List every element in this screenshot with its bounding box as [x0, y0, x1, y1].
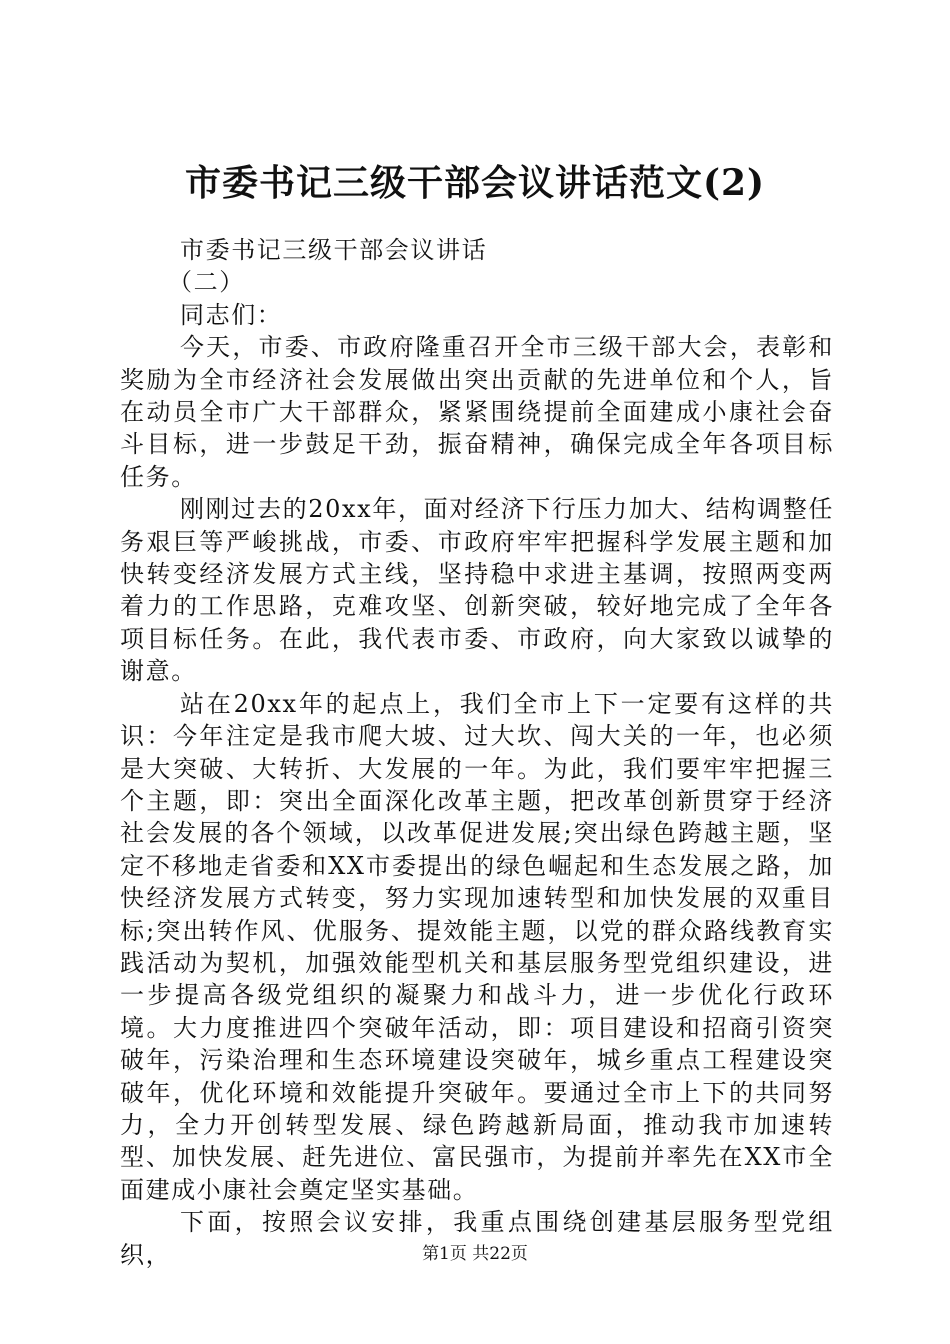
paragraph-4: 下面，按照会议安排，我重点围绕创建基层服务型党组织， — [120, 1208, 834, 1269]
speech-salutation: 同志们： — [180, 300, 283, 329]
speech-subtitle: 市委书记三级干部会议讲话 — [180, 236, 488, 264]
document-title: 市委书记三级干部会议讲话范文(2) — [184, 162, 766, 204]
page-number-footer: 第1页 共22页 — [422, 1244, 528, 1264]
paragraph-2: 刚刚过去的20xx年，面对经济下行压力加大、结构调整任务艰巨等严峻挑战，市委、市政府牢牢把握科学发展主题和加快转变经济发展方式主线，坚持稳中求进主基调，按照两变两着力的工作思路，克难攻坚、创新突破，较好地完成了全年各项目标任务。在此，我代表市委、市政府，向大家致以诚挚的谢意。 — [120, 495, 834, 686]
paragraph-3: 站在20xx年的起点上，我们全市上下一定要有这样的共识：今年注定是我市爬大坡、过大坎、闯大关的一年，也必须是大突破、大转折、大发展的一年。为此，我们要牢牢把握三个主题，即：突出全面深化改革主题，把改革创新贯穿于经济社会发展的各个领域，以改革促进发展;突出绿色跨越主题，坚定不移地走省委和XX市委提出的绿色崛起和生态发展之路，加快经济发展方式转变，努力实现加速转型和加快发展的双重目标;突出转作风、优服务、提效能主题，以党的群众路线教育实践活动为契机，加强效能型机关和基层服务型党组织建设，进一步提高各级党组织的凝聚力和战斗力，进一步优化行政环境。大力度推进四个突破年活动，即：项目建设和招商引资突破年，污染治理和生态环境建设突破年，城乡重点工程建设突破年，优化环境和效能提升突破年。要通过全市上下的共同努力，全力开创转型发展、绿色跨越新局面，推动我市加速转型、加快发展、赶先进位、富民强市，为提前并率先在XX市全面建成小康社会奠定坚实基础。 — [120, 689, 834, 1204]
paragraph-1: 今天，市委、市政府隆重召开全市三级干部大会，表彰和奖励为全市经济社会发展做出突出贡献的先进单位和个人，旨在动员全市广大干部群众，紧紧围绕提前全面建成小康社会奋斗目标，进一步鼓足干劲，振奋精神，确保完成全年各项目标任务。 — [120, 333, 834, 491]
speech-part-marker: （二） — [168, 268, 245, 297]
document-body — [120, 234, 834, 1271]
